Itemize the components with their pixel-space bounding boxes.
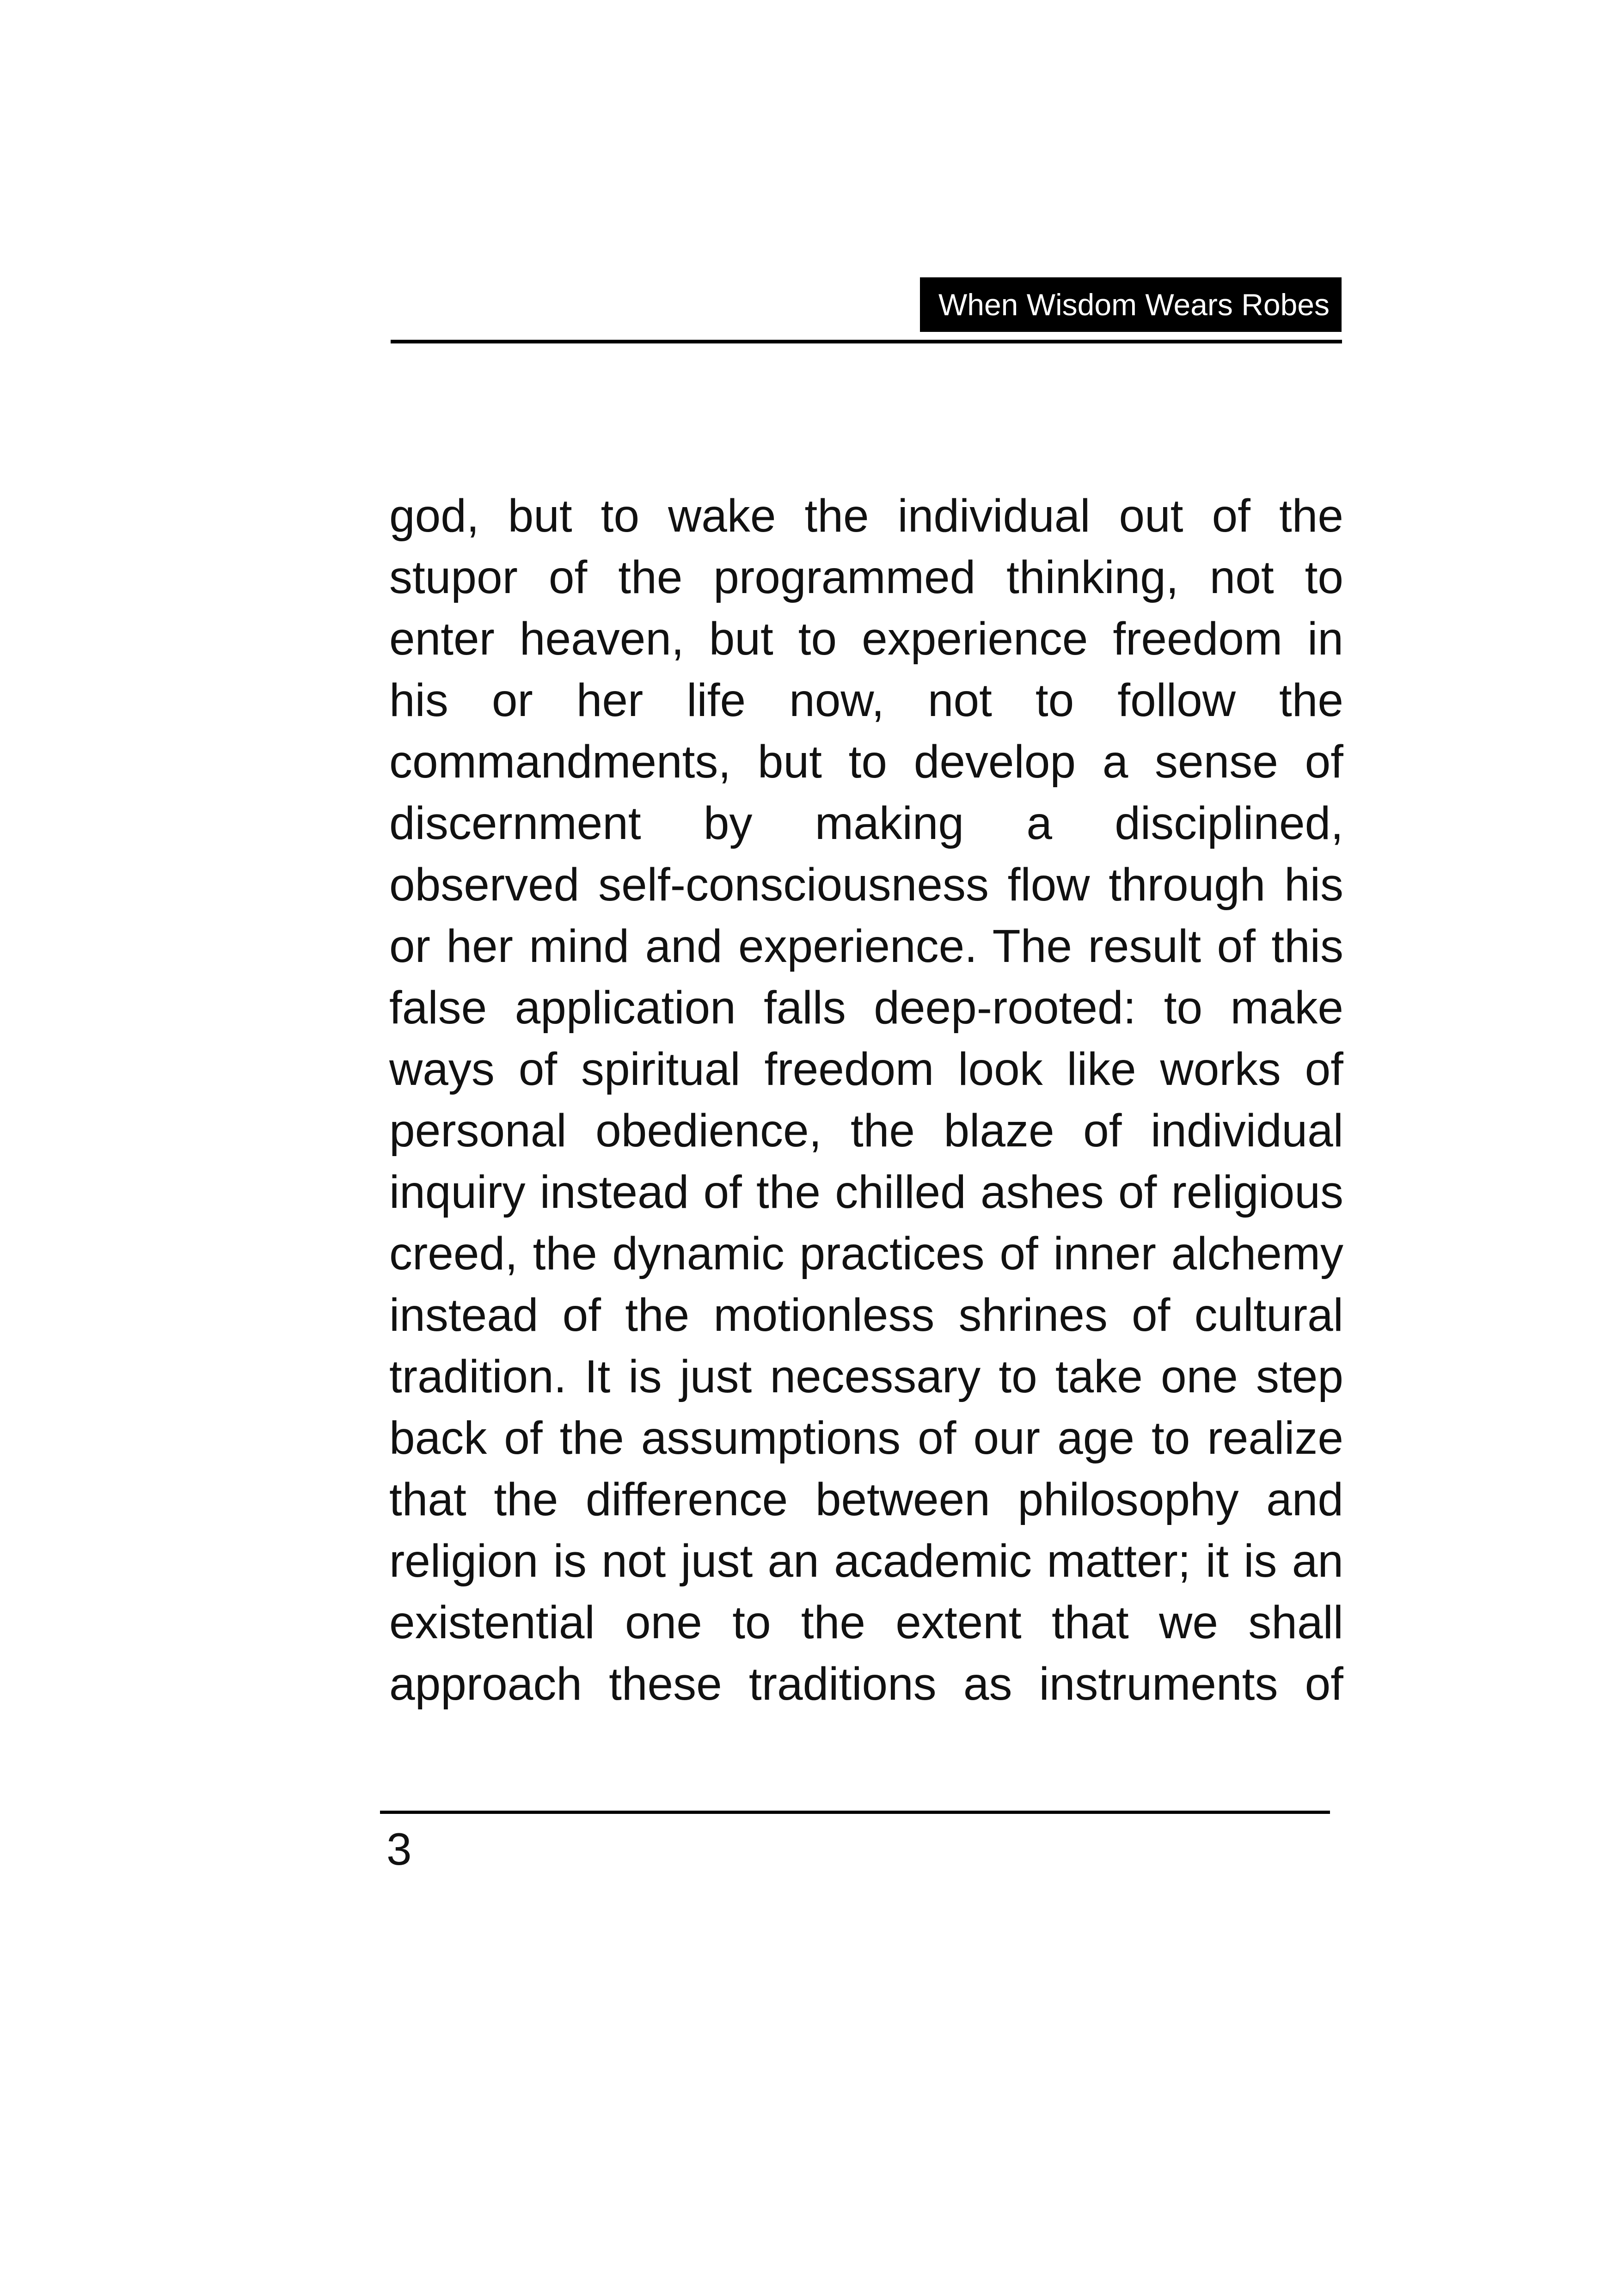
- page-number: 3: [386, 1824, 412, 1874]
- text-line: religion is not just an academic matter; it is an: [389, 1535, 1343, 1587]
- text-line: commandments, but to develop a sense of: [389, 736, 1343, 788]
- text-line: god, but to wake the individual out of the: [389, 490, 1343, 542]
- text-line: his or her life now, not to follow the: [389, 674, 1343, 726]
- text-line: that the difference between philosophy and: [389, 1474, 1343, 1525]
- text-line: instead of the motionless shrines of cultural: [389, 1289, 1343, 1341]
- text-line: false application falls deep-rooted: to make: [389, 982, 1343, 1034]
- text-line: observed self-consciousness flow through his: [389, 859, 1343, 911]
- text-line: existential one to the extent that we shall: [389, 1597, 1343, 1648]
- text-line: inquiry instead of the chilled ashes of religious: [389, 1166, 1343, 1218]
- text-line: or her mind and experience. The result of this: [389, 920, 1343, 972]
- text-line: back of the assumptions of our age to realize: [389, 1412, 1343, 1464]
- text-line: personal obedience, the blaze of individual: [389, 1105, 1343, 1157]
- text-line: discernment by making a disciplined,: [389, 797, 1343, 849]
- text-line: approach these traditions as instruments of: [389, 1658, 1343, 1710]
- text-line: stupor of the programmed thinking, not to: [389, 551, 1343, 603]
- running-head-title: When Wisdom Wears Robes: [938, 288, 1330, 322]
- text-line: enter heaven, but to experience freedom in: [389, 613, 1343, 665]
- text-line: ways of spiritual freedom look like works of: [389, 1043, 1343, 1095]
- text-line: tradition. It is just necessary to take one step: [389, 1351, 1343, 1402]
- footer-rule: [380, 1811, 1330, 1814]
- body-text: [389, 485, 1343, 1715]
- header-rule: [391, 340, 1342, 343]
- text-line: creed, the dynamic practices of inner alchemy: [389, 1228, 1343, 1280]
- running-head: [920, 277, 1342, 332]
